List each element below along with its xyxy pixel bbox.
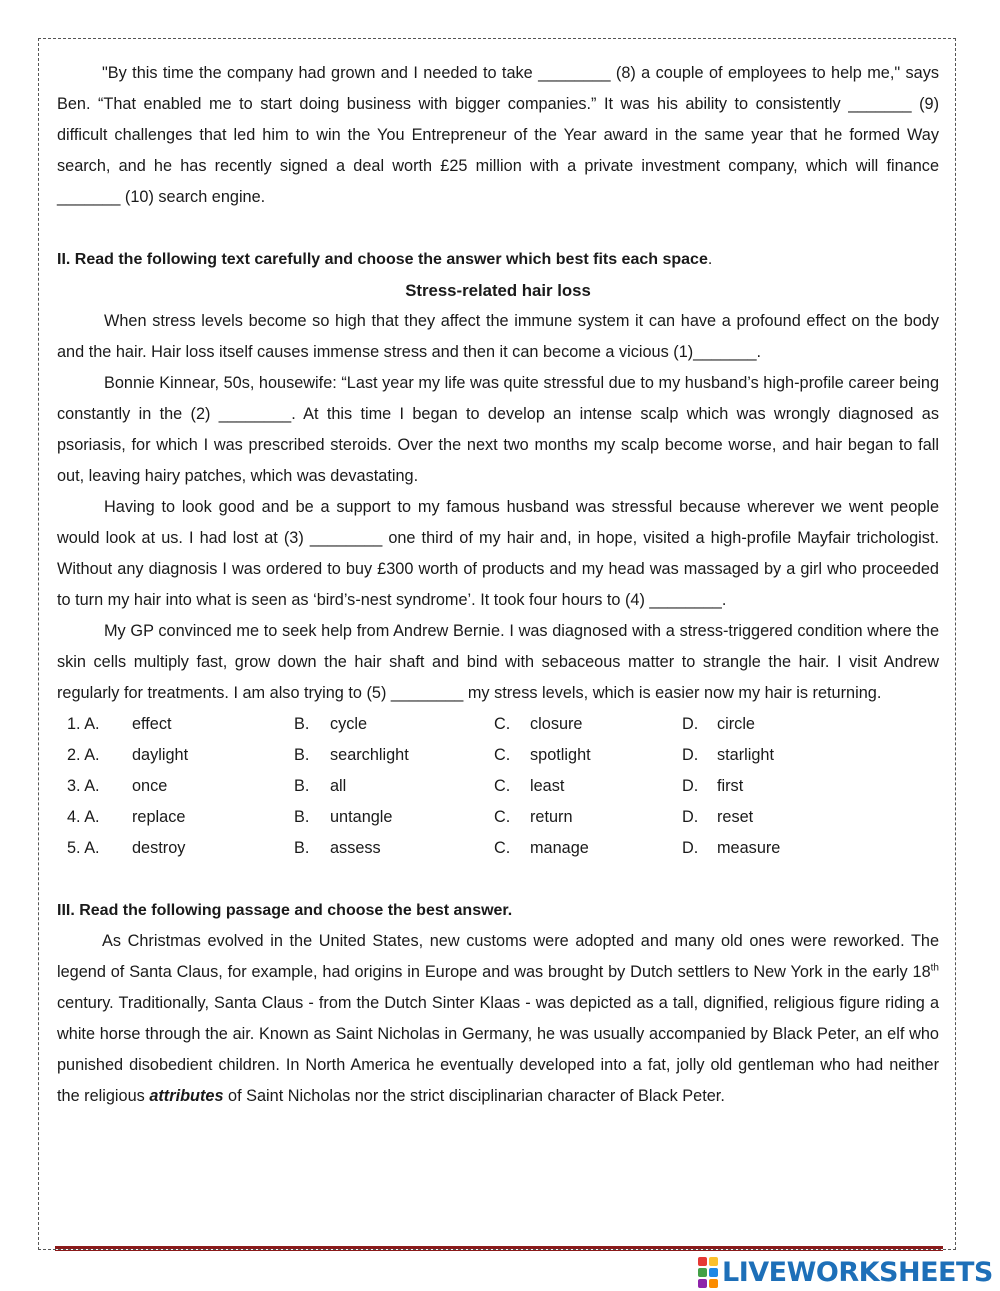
- option-row-3: [57, 771, 939, 802]
- logo-text: LIVEWORKSHEETS: [722, 1256, 993, 1288]
- option-c[interactable]: spotlight: [530, 746, 591, 764]
- liveworksheets-logo: [698, 1254, 993, 1290]
- option-c-label: C.: [494, 715, 511, 733]
- logo-block: [698, 1268, 707, 1277]
- option-d-label: D.: [682, 808, 699, 826]
- option-b[interactable]: searchlight: [330, 746, 409, 764]
- option-a[interactable]: replace: [132, 808, 186, 826]
- option-d[interactable]: reset: [717, 808, 754, 826]
- passage-paragraph-3: Having to look good and be a support to my famous husband was stressful because wherever we went people would look at us. I had lost at (3) ________ one third of my hair and, in hope, visited a high-profile Mayfair trichologist. Without any diagnosis I was ordered to buy £300 worth of products and my head was massaged by a girl who proceeded to turn my hair into what is seen as ‘bird’s-nest syndrome’. It took four hours to (4) ________.: [57, 498, 939, 609]
- passage-paragraph-4: My GP convinced me to seek help from Andrew Bernie. I was diagnosed with a stress-triggered condition where the skin cells multiply fast, grow down the hair shaft and bind with sebaceous matter to strangle the hair. I visit Andrew regularly for treatments. I am also trying to (5) ________ my stress levels, which is easier now my hair is returning.: [57, 622, 939, 702]
- option-a[interactable]: daylight: [132, 746, 189, 764]
- option-b[interactable]: untangle: [330, 808, 393, 826]
- option-d[interactable]: measure: [717, 839, 781, 857]
- passage-paragraph-2: Bonnie Kinnear, 50s, housewife: “Last year my life was quite stressful due to my husband’s high-profile career being constantly in the (2) ________. At this time I began to develop an intense scalp which was wrongly diagnosed as psoriasis, for which I was prescribed steroids. Over the next two months my scalp become worse, and hair began to fall out, leaving hairy patches, which was devastating.: [57, 374, 939, 485]
- option-d-label: D.: [682, 777, 699, 795]
- option-b-label: B.: [294, 715, 310, 733]
- option-d-label: D.: [682, 839, 699, 857]
- option-b[interactable]: cycle: [330, 715, 368, 733]
- section1-paragraph: "By this time the company had grown and I needed to take ________ (8) a couple of employees to help me," says Ben. “That enabled me to start doing business with bigger companies.” It was his ability to consistently _______ (9) difficult challenges that led him to win the You Entrepreneur of the Year award in the same year that he formed Way search, and he has recently signed a deal worth £25 million with a private investment company, which will finance _______ (10) search engine.: [57, 64, 939, 206]
- question-number: 4. A.: [67, 808, 100, 826]
- passage-title: Stress-related hair loss: [405, 281, 591, 300]
- option-c[interactable]: least: [530, 777, 565, 795]
- option-a[interactable]: effect: [132, 715, 172, 733]
- logo-block: [709, 1268, 718, 1277]
- option-row-4: [57, 802, 939, 833]
- question-number: 1. A.: [67, 715, 100, 733]
- logo-blocks-icon: [698, 1257, 718, 1288]
- option-b-label: B.: [294, 746, 310, 764]
- question-number: 5. A.: [67, 839, 100, 857]
- option-row-1: [57, 709, 939, 740]
- question-number: 3. A.: [67, 777, 100, 795]
- question-number: 2. A.: [67, 746, 100, 764]
- worksheet-content: [57, 58, 939, 1112]
- option-b-label: B.: [294, 808, 310, 826]
- section3-heading: III. Read the following passage and choose the best answer.: [57, 902, 513, 919]
- option-row-5: [57, 833, 939, 864]
- option-row-2: [57, 740, 939, 771]
- option-c-label: C.: [494, 808, 511, 826]
- footer-rule-thin: [55, 1250, 943, 1251]
- logo-block: [698, 1279, 707, 1288]
- option-d-label: D.: [682, 746, 699, 764]
- section3-paragraph: As Christmas evolved in the United States, new customs were adopted and many old ones were reworked. The legend of Santa Claus, for example, had origins in Europe and was brought by Dutch settlers to New York in the early 18th century. Traditionally, Santa Claus - from the Dutch Sinter Klaas - was depicted as a tall, dignified, religious figure riding a white horse through the air. Known as Saint Nicholas in Germany, he was usually accompanied by Black Peter, an elf who punished disobedient children. In North America he eventually developed into a fat, jolly old gentleman who had neither the religious attributes of Saint Nicholas nor the strict disciplinarian character of Black Peter.: [57, 932, 939, 1105]
- option-a[interactable]: once: [132, 777, 168, 795]
- logo-block: [709, 1257, 718, 1266]
- answer-options: [57, 709, 939, 864]
- option-c-label: C.: [494, 839, 511, 857]
- option-a[interactable]: destroy: [132, 839, 186, 857]
- option-d[interactable]: circle: [717, 715, 755, 733]
- option-c[interactable]: closure: [530, 715, 583, 733]
- option-c[interactable]: manage: [530, 839, 589, 857]
- option-b[interactable]: assess: [330, 839, 381, 857]
- option-c[interactable]: return: [530, 808, 573, 826]
- logo-block: [709, 1279, 718, 1288]
- option-d[interactable]: starlight: [717, 746, 775, 764]
- option-d-label: D.: [682, 715, 699, 733]
- option-b-label: B.: [294, 839, 310, 857]
- emphasized-word: attributes: [149, 1087, 224, 1105]
- option-d[interactable]: first: [717, 777, 744, 795]
- section2-heading: II. Read the following text carefully and choose the answer which best fits each space.: [57, 251, 713, 268]
- option-c-label: C.: [494, 777, 511, 795]
- option-b-label: B.: [294, 777, 310, 795]
- option-b[interactable]: all: [330, 777, 347, 795]
- logo-block: [698, 1257, 707, 1266]
- footer-rule: [55, 1246, 943, 1249]
- passage-paragraph-1: When stress levels become so high that they affect the immune system it can have a profound effect on the body and the hair. Hair loss itself causes immense stress and then it can become a vicious (1)_______.: [57, 312, 939, 361]
- option-c-label: C.: [494, 746, 511, 764]
